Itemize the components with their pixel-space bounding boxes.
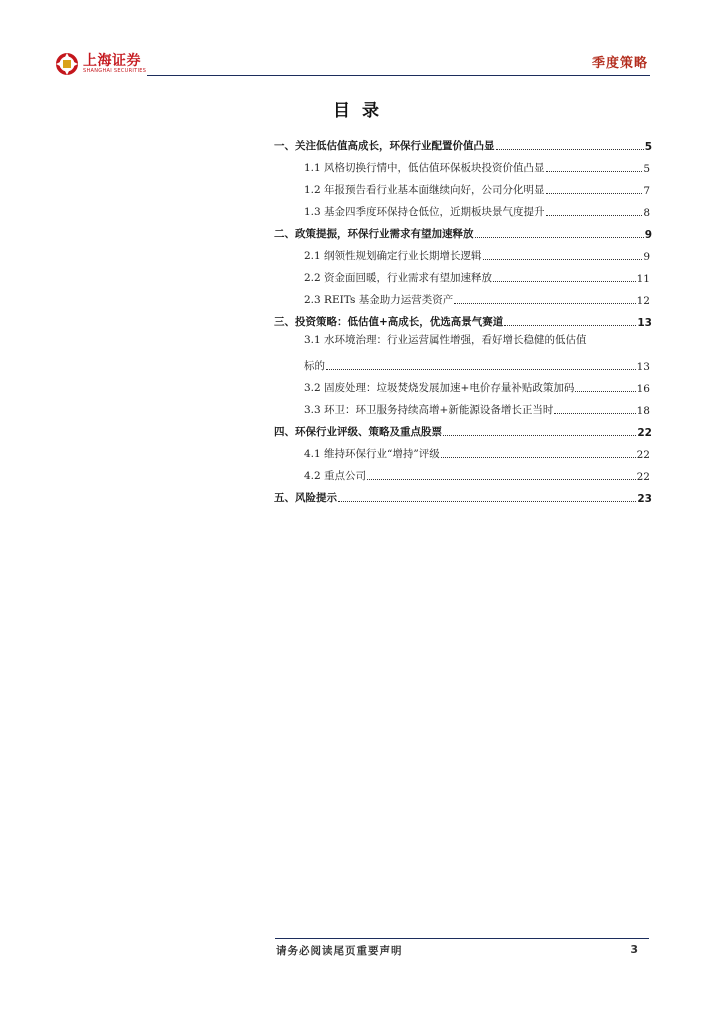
toc-entry-page: 7 — [643, 185, 650, 197]
leader-dots — [441, 457, 636, 458]
toc-entry-page: 22 — [636, 471, 650, 483]
toc-entry-title: 一、关注低估值高成长，环保行业配置价值凸显 — [274, 140, 495, 152]
toc-entry-title: 4.1 维持环保行业“增持”评级 — [304, 448, 440, 460]
leader-dots — [454, 303, 635, 304]
toc-entry-page: 13 — [636, 361, 650, 373]
toc-entry-page: 9 — [644, 229, 652, 241]
toc-entry-title: 三、投资策略：低估值+高成长，优选高景气赛道 — [274, 316, 504, 328]
disclaimer-notice: 请务必阅读尾页重要声明 — [276, 945, 403, 957]
toc-entry-title: 四、环保行业评级、策略及重点股票 — [274, 426, 442, 438]
toc-entry-title: 1.3 基金四季度环保持仓低位，近期板块景气度提升 — [304, 206, 545, 218]
toc-entry-page: 5 — [643, 163, 650, 175]
footer-divider — [275, 938, 649, 939]
toc-entry-continuation — [304, 351, 650, 373]
toc-title: 目录 — [333, 101, 391, 121]
company-logo — [55, 52, 146, 76]
toc-entry-level2[interactable] — [274, 439, 656, 461]
toc-entry-title: 2.2 资金面回暖，行业需求有望加速释放 — [304, 272, 493, 284]
logo-emblem-icon — [55, 52, 79, 76]
toc-entry-title: 3.2 固废处理：垃圾焚烧发展加速+电价存量补贴政策加码 — [304, 382, 575, 394]
leader-dots — [338, 501, 636, 502]
toc-entry-level1[interactable] — [274, 307, 656, 329]
leader-dots — [367, 479, 636, 480]
toc-entry-page: 9 — [643, 251, 650, 263]
toc-entry-level1[interactable] — [274, 131, 656, 153]
logo-name-cn: 上海证券 — [83, 53, 141, 69]
toc-entry-title: 五、风险提示 — [274, 492, 337, 504]
toc-entry-page: 18 — [636, 405, 650, 417]
leader-dots — [475, 237, 644, 238]
leader-dots — [326, 369, 636, 370]
toc-entry-page: 12 — [636, 295, 650, 307]
report-type-label: 季度策略 — [591, 56, 648, 71]
header-divider — [147, 75, 650, 76]
toc-entry-title: 1.2 年报预告看行业基本面继续向好，公司分化明显 — [304, 184, 545, 196]
toc-entry-level2[interactable] — [274, 241, 656, 263]
toc-entry-page: 22 — [637, 427, 652, 439]
leader-dots — [443, 435, 636, 436]
toc-entry-page: 8 — [643, 207, 650, 219]
toc-entry-title-continued: 标的 — [304, 360, 325, 372]
toc-entry-page: 23 — [637, 493, 652, 505]
toc-entry-level2[interactable] — [274, 395, 656, 417]
toc-entry-level2[interactable] — [274, 153, 656, 175]
logo-name-en: SHANGHAI SECURITIES — [83, 68, 147, 74]
toc-entry-title: 3.3 环卫：环卫服务持续高增+新能源设备增长正当时 — [304, 404, 554, 416]
toc-entry-level2[interactable] — [274, 461, 656, 483]
leader-dots — [483, 259, 643, 260]
toc-entry-level2[interactable] — [274, 197, 656, 219]
leader-dots — [546, 215, 643, 216]
leader-dots — [546, 193, 643, 194]
leader-dots — [504, 325, 636, 326]
toc-entry-title: 2.1 纲领性规划确定行业长期增长逻辑 — [304, 250, 482, 262]
toc-entry-level2[interactable] — [274, 263, 656, 285]
toc-entry-page: 13 — [637, 317, 652, 329]
toc-entry-title: 二、政策提振，环保行业需求有望加速释放 — [274, 228, 474, 240]
toc-entry-title: 4.2 重点公司 — [304, 470, 367, 482]
toc-entry-level2[interactable] — [274, 285, 656, 307]
toc-entry-title: 3.1 水环境治理：行业运营属性增强，看好增长稳健的低估值 — [304, 334, 587, 346]
leader-dots — [493, 281, 636, 282]
toc-entry-level1[interactable] — [274, 417, 656, 439]
toc-entry-level1[interactable] — [274, 483, 656, 505]
leader-dots — [546, 171, 643, 172]
toc-entry-level2[interactable] — [274, 175, 656, 197]
toc-entry-level2[interactable] — [274, 373, 656, 395]
toc-entry-title: 1.1 风格切换行情中，低估值环保板块投资价值凸显 — [304, 162, 545, 174]
table-of-contents — [274, 131, 656, 505]
toc-entry-title: 2.3 REITs 基金助力运营类资产 — [304, 294, 454, 306]
leader-dots — [496, 149, 644, 150]
toc-entry-level2-wrapped[interactable] — [274, 329, 656, 373]
toc-entry-page: 11 — [636, 273, 650, 285]
leader-dots — [554, 413, 635, 414]
page-number: 3 — [630, 943, 638, 956]
toc-entry-page: 5 — [644, 141, 652, 153]
toc-entry-level1[interactable] — [274, 219, 656, 241]
page-header — [55, 50, 650, 80]
toc-entry-page: 22 — [636, 449, 650, 461]
leader-dots — [575, 391, 635, 392]
toc-entry-page: 16 — [636, 383, 650, 395]
